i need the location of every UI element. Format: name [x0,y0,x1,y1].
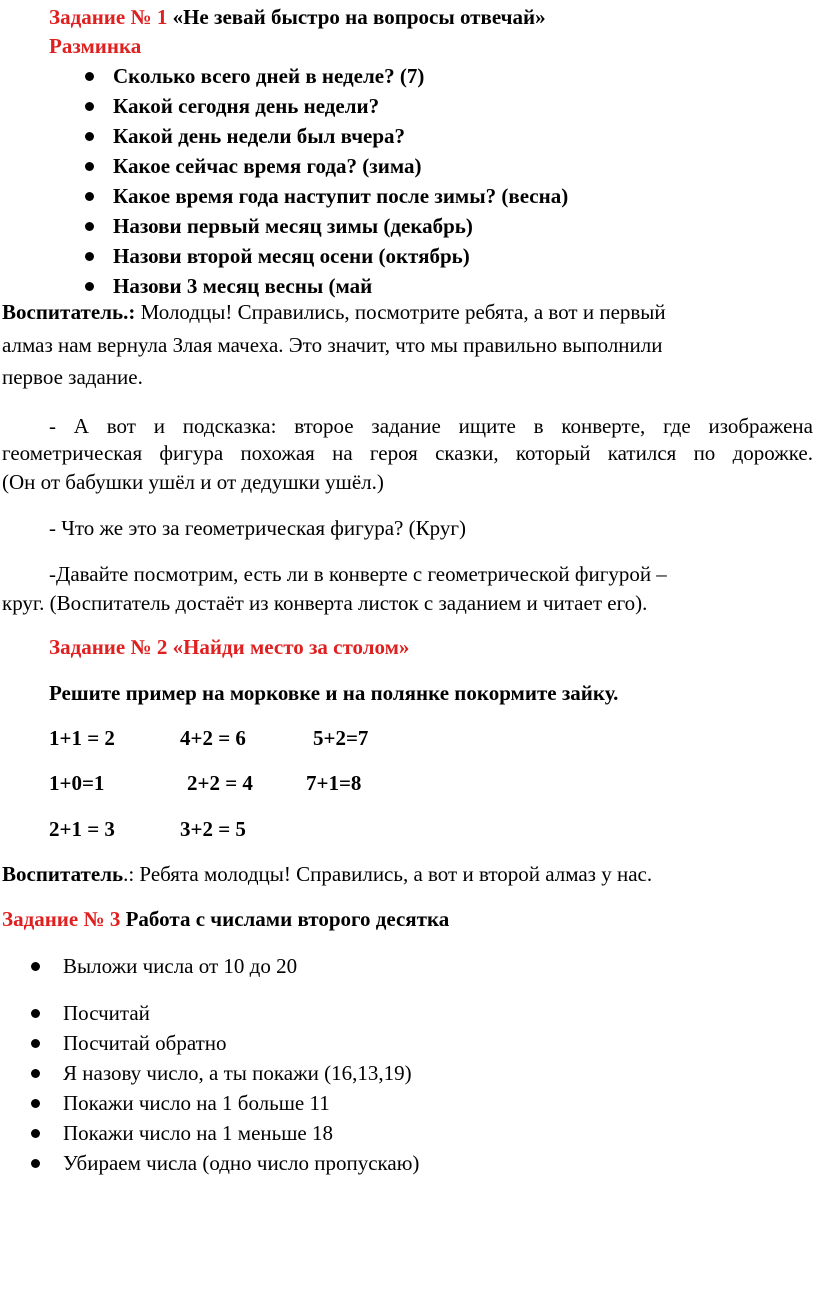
bullet-icon [85,222,94,231]
check-line2: круг. (Воспитатель достаёт из конверта листок с заданием и читает его). [2,591,648,615]
bullet-icon [85,252,94,261]
list-item: Посчитай [63,1001,150,1025]
list-item: Какое время года наступит после зимы? (весна) [113,184,569,208]
example: 3+2 = 5 [180,817,246,841]
task1-subtitle: Разминка [49,34,142,58]
speaker-label: Воспитатель [2,862,124,886]
list-item: Посчитай обратно [63,1031,227,1055]
teacher2-line [2,861,652,887]
bullet-icon [85,282,94,291]
task3-title: Работа с числами второго десятка [120,907,450,931]
example: 7+1=8 [306,771,362,795]
list-item: Убираем числа (одно число пропускаю) [63,1151,420,1175]
list-item: Назови первый месяц зимы (декабрь) [113,214,473,238]
bullet-icon [31,1039,40,1048]
example: 1+0=1 [49,771,105,795]
bullet-icon [85,162,94,171]
list-item: Сколько всего дней в неделе? (7) [113,64,425,88]
check-line1: -Давайте посмотрим, есть ли в конверте с геометрической фигурой – [49,562,667,586]
bullet-icon [31,1159,40,1168]
example: 2+2 = 4 [187,771,253,795]
teacher1-line3: первое задание. [2,365,143,389]
task3-heading [2,906,449,932]
bullet-icon [31,1099,40,1108]
example: 1+1 = 2 [49,726,115,750]
list-item: Назови второй месяц осени (октябрь) [113,244,470,268]
teacher1-line1 [2,299,666,325]
hint-line3: (Он от бабушки ушёл и от дедушки ушёл.) [2,470,384,494]
list-item: Какой сегодня день недели? [113,94,380,118]
hint-line2: геометрическая фигура похожая на героя сказки, который катился по дорожке. [2,441,813,465]
teacher1-line2: алмаз нам вернула Злая мачеха. Это значит, что мы правильно выполнили [2,333,663,357]
example: 2+1 = 3 [49,817,115,841]
list-item: Какой день недели был вчера? [113,124,406,148]
list-item: Покажи число на 1 меньше 18 [63,1121,333,1145]
teacher1-text: Молодцы! Справились, посмотрите ребята, а вот и первый [135,300,666,324]
list-item: Какое сейчас время года? (зима) [113,154,422,178]
example: 5+2=7 [313,726,369,750]
task1-title: «Не зевай быстро на вопросы отвечай» [172,5,546,29]
task1-heading [49,4,546,30]
bullet-icon [85,102,94,111]
bullet-icon [31,962,40,971]
bullet-icon [31,1009,40,1018]
bullet-icon [31,1129,40,1138]
figure-question: - Что же это за геометрическая фигура? (Круг) [49,516,466,540]
task1-label: Задание № 1 [49,5,168,29]
teacher2-text: .: Ребята молодцы! Справились, а вот и второй алмаз у нас. [123,862,653,886]
list-item: Я назову число, а ты покажи (16,13,19) [63,1061,412,1085]
bullet-icon [85,72,94,81]
hint-line1: - А вот и подсказка: второе задание ищите в конверте, где изображена [49,414,813,438]
task2-instruction: Решите пример на морковке и на полянке покормите зайку. [49,681,619,705]
list-item: Выложи числа от 10 до 20 [63,954,298,978]
example: 4+2 = 6 [180,726,246,750]
bullet-icon [85,192,94,201]
speaker-label: Воспитатель.: [2,300,136,324]
list-item: Покажи число на 1 больше 11 [63,1091,330,1115]
bullet-icon [31,1069,40,1078]
list-item: Назови 3 месяц весны (май [113,274,373,298]
task2-title: Задание № 2 «Найди место за столом» [49,635,410,659]
task3-label: Задание № 3 [2,907,121,931]
bullet-icon [85,132,94,141]
